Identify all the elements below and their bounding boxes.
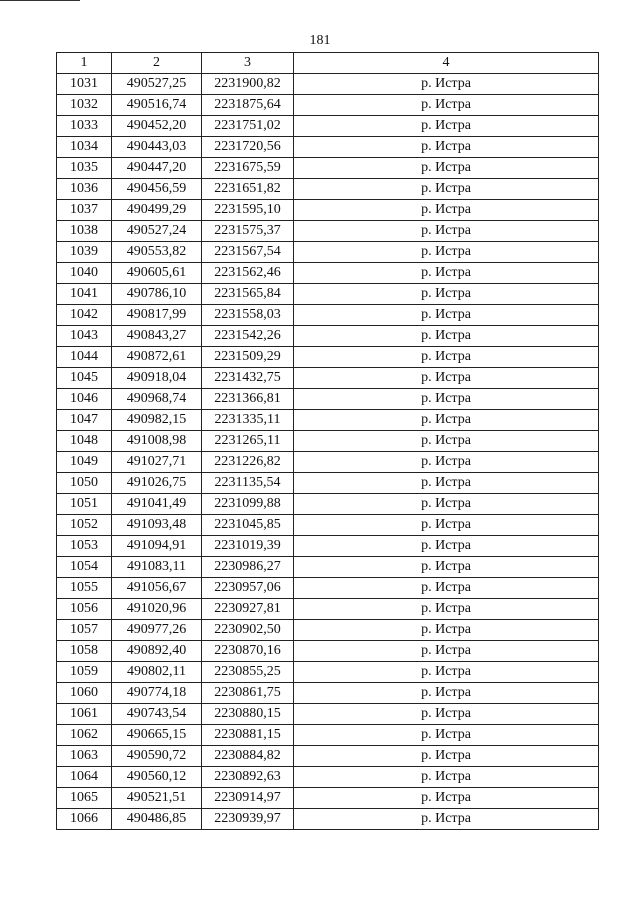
description-cell: р. Истра xyxy=(294,137,599,158)
table-row xyxy=(57,263,599,284)
point-number-cell: 1039 xyxy=(57,242,112,263)
y-coordinate-cell: 2231226,82 xyxy=(202,452,294,473)
description-cell: р. Истра xyxy=(294,305,599,326)
table-header-row xyxy=(57,53,599,74)
point-number-cell: 1050 xyxy=(57,473,112,494)
x-coordinate-cell: 490977,26 xyxy=(112,620,202,641)
x-coordinate-cell: 490560,12 xyxy=(112,767,202,788)
description-cell: р. Истра xyxy=(294,746,599,767)
y-coordinate-cell: 2231432,75 xyxy=(202,368,294,389)
point-number-cell: 1047 xyxy=(57,410,112,431)
description-cell: р. Истра xyxy=(294,221,599,242)
x-coordinate-cell: 490590,72 xyxy=(112,746,202,767)
table-row xyxy=(57,221,599,242)
y-coordinate-cell: 2230884,82 xyxy=(202,746,294,767)
table-row xyxy=(57,473,599,494)
x-coordinate-cell: 490486,85 xyxy=(112,809,202,830)
y-coordinate-cell: 2230861,75 xyxy=(202,683,294,704)
description-cell: р. Истра xyxy=(294,767,599,788)
table-row xyxy=(57,578,599,599)
x-coordinate-cell: 490447,20 xyxy=(112,158,202,179)
point-number-cell: 1065 xyxy=(57,788,112,809)
table-row xyxy=(57,284,599,305)
point-number-cell: 1063 xyxy=(57,746,112,767)
point-number-cell: 1061 xyxy=(57,704,112,725)
description-cell: р. Истра xyxy=(294,263,599,284)
table-row xyxy=(57,326,599,347)
description-cell: р. Истра xyxy=(294,641,599,662)
table-row xyxy=(57,662,599,683)
x-coordinate-cell: 490918,04 xyxy=(112,368,202,389)
description-cell: р. Истра xyxy=(294,158,599,179)
y-coordinate-cell: 2231366,81 xyxy=(202,389,294,410)
y-coordinate-cell: 2231595,10 xyxy=(202,200,294,221)
point-number-cell: 1052 xyxy=(57,515,112,536)
y-coordinate-cell: 2231562,46 xyxy=(202,263,294,284)
x-coordinate-cell: 490527,24 xyxy=(112,221,202,242)
table-row xyxy=(57,557,599,578)
point-number-cell: 1049 xyxy=(57,452,112,473)
description-cell: р. Истра xyxy=(294,578,599,599)
x-coordinate-cell: 491027,71 xyxy=(112,452,202,473)
x-coordinate-cell: 490443,03 xyxy=(112,137,202,158)
x-coordinate-cell: 490527,25 xyxy=(112,74,202,95)
table-row xyxy=(57,809,599,830)
description-cell: р. Истра xyxy=(294,242,599,263)
point-number-cell: 1064 xyxy=(57,767,112,788)
description-cell: р. Истра xyxy=(294,599,599,620)
point-number-cell: 1045 xyxy=(57,368,112,389)
x-coordinate-cell: 490553,82 xyxy=(112,242,202,263)
y-coordinate-cell: 2231751,02 xyxy=(202,116,294,137)
y-coordinate-cell: 2230855,25 xyxy=(202,662,294,683)
point-number-cell: 1056 xyxy=(57,599,112,620)
table-row xyxy=(57,305,599,326)
description-cell: р. Истра xyxy=(294,557,599,578)
column-header-3: 3 xyxy=(202,53,294,74)
y-coordinate-cell: 2231900,82 xyxy=(202,74,294,95)
description-cell: р. Истра xyxy=(294,389,599,410)
column-header-1: 1 xyxy=(57,53,112,74)
x-coordinate-cell: 490452,20 xyxy=(112,116,202,137)
point-number-cell: 1031 xyxy=(57,74,112,95)
x-coordinate-cell: 491083,11 xyxy=(112,557,202,578)
point-number-cell: 1035 xyxy=(57,158,112,179)
description-cell: р. Истра xyxy=(294,347,599,368)
y-coordinate-cell: 2231542,26 xyxy=(202,326,294,347)
description-cell: р. Истра xyxy=(294,368,599,389)
description-cell: р. Истра xyxy=(294,431,599,452)
x-coordinate-cell: 490982,15 xyxy=(112,410,202,431)
point-number-cell: 1033 xyxy=(57,116,112,137)
table-row xyxy=(57,620,599,641)
x-coordinate-cell: 490786,10 xyxy=(112,284,202,305)
x-coordinate-cell: 490521,51 xyxy=(112,788,202,809)
table-row xyxy=(57,536,599,557)
description-cell: р. Истра xyxy=(294,95,599,116)
x-coordinate-cell: 490743,54 xyxy=(112,704,202,725)
x-coordinate-cell: 490665,15 xyxy=(112,725,202,746)
description-cell: р. Истра xyxy=(294,116,599,137)
x-coordinate-cell: 490817,99 xyxy=(112,305,202,326)
table-row xyxy=(57,347,599,368)
table-row xyxy=(57,599,599,620)
x-coordinate-cell: 490802,11 xyxy=(112,662,202,683)
y-coordinate-cell: 2231651,82 xyxy=(202,179,294,200)
corner-rule xyxy=(0,0,80,1)
point-number-cell: 1051 xyxy=(57,494,112,515)
column-header-4: 4 xyxy=(294,53,599,74)
description-cell: р. Истра xyxy=(294,683,599,704)
y-coordinate-cell: 2230939,97 xyxy=(202,809,294,830)
y-coordinate-cell: 2231045,85 xyxy=(202,515,294,536)
y-coordinate-cell: 2231509,29 xyxy=(202,347,294,368)
y-coordinate-cell: 2230881,15 xyxy=(202,725,294,746)
y-coordinate-cell: 2230880,15 xyxy=(202,704,294,725)
table-row xyxy=(57,494,599,515)
x-coordinate-cell: 490499,29 xyxy=(112,200,202,221)
y-coordinate-cell: 2231575,37 xyxy=(202,221,294,242)
point-number-cell: 1042 xyxy=(57,305,112,326)
description-cell: р. Истра xyxy=(294,179,599,200)
table-row xyxy=(57,452,599,473)
table-row xyxy=(57,242,599,263)
y-coordinate-cell: 2231019,39 xyxy=(202,536,294,557)
description-cell: р. Истра xyxy=(294,788,599,809)
point-number-cell: 1046 xyxy=(57,389,112,410)
table-row xyxy=(57,137,599,158)
x-coordinate-cell: 490968,74 xyxy=(112,389,202,410)
point-number-cell: 1034 xyxy=(57,137,112,158)
table-row xyxy=(57,767,599,788)
x-coordinate-cell: 491093,48 xyxy=(112,515,202,536)
y-coordinate-cell: 2230870,16 xyxy=(202,641,294,662)
x-coordinate-cell: 491008,98 xyxy=(112,431,202,452)
point-number-cell: 1054 xyxy=(57,557,112,578)
description-cell: р. Истра xyxy=(294,410,599,431)
table-row xyxy=(57,725,599,746)
y-coordinate-cell: 2230927,81 xyxy=(202,599,294,620)
x-coordinate-cell: 490605,61 xyxy=(112,263,202,284)
point-number-cell: 1055 xyxy=(57,578,112,599)
description-cell: р. Истра xyxy=(294,704,599,725)
point-number-cell: 1057 xyxy=(57,620,112,641)
point-number-cell: 1053 xyxy=(57,536,112,557)
table-row xyxy=(57,200,599,221)
table-row xyxy=(57,389,599,410)
description-cell: р. Истра xyxy=(294,74,599,95)
x-coordinate-cell: 490872,61 xyxy=(112,347,202,368)
point-number-cell: 1059 xyxy=(57,662,112,683)
y-coordinate-cell: 2230986,27 xyxy=(202,557,294,578)
description-cell: р. Истра xyxy=(294,662,599,683)
table-row xyxy=(57,158,599,179)
table-row xyxy=(57,74,599,95)
point-number-cell: 1036 xyxy=(57,179,112,200)
description-cell: р. Истра xyxy=(294,452,599,473)
table-row xyxy=(57,683,599,704)
description-cell: р. Истра xyxy=(294,536,599,557)
point-number-cell: 1032 xyxy=(57,95,112,116)
point-number-cell: 1043 xyxy=(57,326,112,347)
table-row xyxy=(57,179,599,200)
table-row xyxy=(57,431,599,452)
x-coordinate-cell: 490516,74 xyxy=(112,95,202,116)
table-row xyxy=(57,746,599,767)
page-number: 181 xyxy=(309,33,331,48)
y-coordinate-cell: 2231335,11 xyxy=(202,410,294,431)
y-coordinate-cell: 2231565,84 xyxy=(202,284,294,305)
point-number-cell: 1048 xyxy=(57,431,112,452)
y-coordinate-cell: 2231875,64 xyxy=(202,95,294,116)
x-coordinate-cell: 491056,67 xyxy=(112,578,202,599)
point-number-cell: 1040 xyxy=(57,263,112,284)
description-cell: р. Истра xyxy=(294,620,599,641)
y-coordinate-cell: 2231135,54 xyxy=(202,473,294,494)
description-cell: р. Истра xyxy=(294,809,599,830)
description-cell: р. Истра xyxy=(294,284,599,305)
y-coordinate-cell: 2231265,11 xyxy=(202,431,294,452)
y-coordinate-cell: 2230892,63 xyxy=(202,767,294,788)
point-number-cell: 1037 xyxy=(57,200,112,221)
x-coordinate-cell: 491020,96 xyxy=(112,599,202,620)
y-coordinate-cell: 2230957,06 xyxy=(202,578,294,599)
y-coordinate-cell: 2231567,54 xyxy=(202,242,294,263)
y-coordinate-cell: 2231720,56 xyxy=(202,137,294,158)
table-row xyxy=(57,368,599,389)
table-body xyxy=(57,74,599,830)
point-number-cell: 1066 xyxy=(57,809,112,830)
description-cell: р. Истра xyxy=(294,326,599,347)
table-row xyxy=(57,515,599,536)
point-number-cell: 1044 xyxy=(57,347,112,368)
y-coordinate-cell: 2231558,03 xyxy=(202,305,294,326)
table-row xyxy=(57,641,599,662)
description-cell: р. Истра xyxy=(294,473,599,494)
x-coordinate-cell: 491041,49 xyxy=(112,494,202,515)
y-coordinate-cell: 2230902,50 xyxy=(202,620,294,641)
x-coordinate-cell: 490774,18 xyxy=(112,683,202,704)
x-coordinate-cell: 490843,27 xyxy=(112,326,202,347)
table-row xyxy=(57,95,599,116)
point-number-cell: 1041 xyxy=(57,284,112,305)
description-cell: р. Истра xyxy=(294,725,599,746)
table-row xyxy=(57,410,599,431)
table-row xyxy=(57,704,599,725)
x-coordinate-cell: 490892,40 xyxy=(112,641,202,662)
table-row xyxy=(57,116,599,137)
point-number-cell: 1038 xyxy=(57,221,112,242)
y-coordinate-cell: 2230914,97 xyxy=(202,788,294,809)
x-coordinate-cell: 491094,91 xyxy=(112,536,202,557)
point-number-cell: 1062 xyxy=(57,725,112,746)
description-cell: р. Истра xyxy=(294,200,599,221)
coordinates-table xyxy=(56,52,599,830)
table-row xyxy=(57,788,599,809)
description-cell: р. Истра xyxy=(294,494,599,515)
description-cell: р. Истра xyxy=(294,515,599,536)
point-number-cell: 1058 xyxy=(57,641,112,662)
x-coordinate-cell: 491026,75 xyxy=(112,473,202,494)
point-number-cell: 1060 xyxy=(57,683,112,704)
column-header-2: 2 xyxy=(112,53,202,74)
x-coordinate-cell: 490456,59 xyxy=(112,179,202,200)
y-coordinate-cell: 2231099,88 xyxy=(202,494,294,515)
y-coordinate-cell: 2231675,59 xyxy=(202,158,294,179)
